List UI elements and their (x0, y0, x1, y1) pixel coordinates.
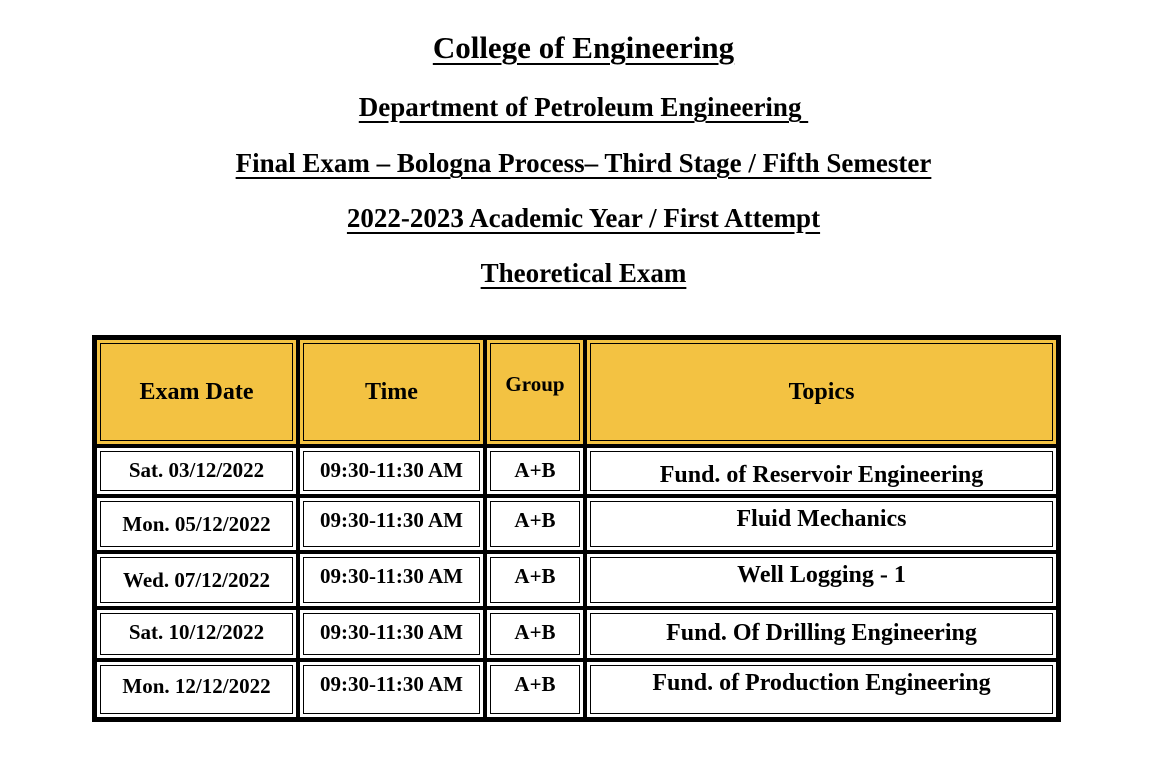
column-header-group: Group (487, 340, 583, 444)
column-header-time: Time (300, 340, 483, 444)
college-title: College of Engineering (432, 30, 735, 65)
department-title: Department of Petroleum Engineering (358, 92, 809, 122)
table-cell-date: Sat. 10/12/2022 (97, 610, 296, 658)
table-cell-time: 09:30-11:30 AM (300, 498, 483, 550)
table-cell-date: Sat. 03/12/2022 (97, 448, 296, 494)
column-header-topics: Topics (587, 340, 1056, 444)
table-cell-time: 09:30-11:30 AM (300, 448, 483, 494)
table-cell-topic: Fund. Of Drilling Engineering (587, 610, 1056, 658)
table-cell-topic: Fluid Mechanics (587, 498, 1056, 550)
exam-type-title: Theoretical Exam (480, 258, 687, 288)
table-cell-time: 09:30-11:30 AM (300, 662, 483, 717)
table-cell-group: A+B (487, 610, 583, 658)
table-cell-topic: Fund. of Reservoir Engineering (587, 448, 1056, 494)
table-cell-date: Mon. 05/12/2022 (97, 498, 296, 550)
table-cell-topic: Fund. of Production Engineering (587, 662, 1056, 717)
table-cell-date: Wed. 07/12/2022 (97, 554, 296, 606)
table-cell-group: A+B (487, 662, 583, 717)
exam-title: Final Exam – Bologna Process– Third Stage / Fifth Semester (235, 148, 932, 178)
academic-year-title: 2022-2023 Academic Year / First Attempt (346, 203, 821, 233)
table-cell-time: 09:30-11:30 AM (300, 610, 483, 658)
table-cell-group: A+B (487, 554, 583, 606)
table-cell-topic: Well Logging - 1 (587, 554, 1056, 606)
column-header-exam-date: Exam Date (97, 340, 296, 444)
table-cell-group: A+B (487, 498, 583, 550)
table-cell-date: Mon. 12/12/2022 (97, 662, 296, 717)
exam-schedule-table (92, 335, 1061, 722)
table-cell-group: A+B (487, 448, 583, 494)
table-cell-time: 09:30-11:30 AM (300, 554, 483, 606)
